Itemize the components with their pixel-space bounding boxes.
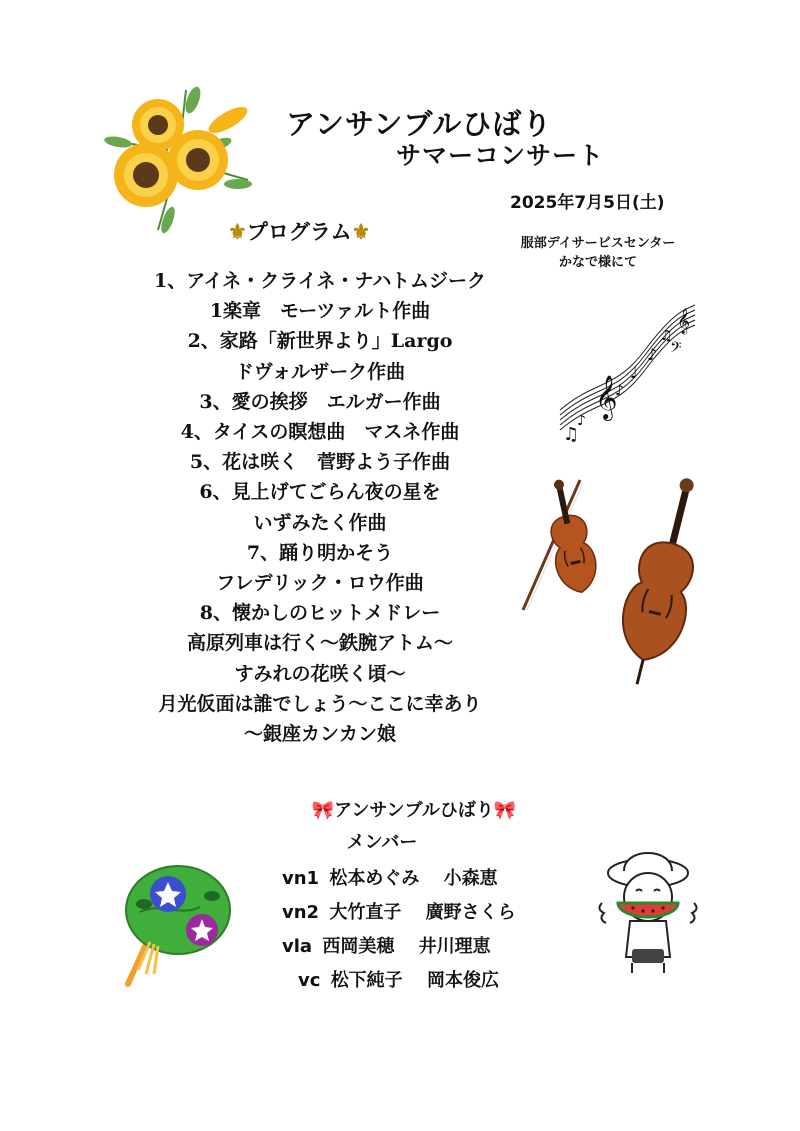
music-notes-icon — [555, 300, 700, 450]
member-name: 松本めぐみ — [329, 868, 420, 889]
program-line: 6、見上げてごらん夜の星を — [199, 481, 441, 504]
program-line: 5、花は咲く 菅野よう子作曲 — [189, 451, 451, 474]
svg-text:♪: ♪ — [615, 383, 624, 399]
member-part: vn1 — [282, 868, 320, 889]
member-part: vn2 — [282, 902, 320, 923]
concert-subtitle: サマーコンサート — [396, 141, 605, 170]
program-line: 4、タイスの瞑想曲 マスネ作曲 — [180, 421, 460, 444]
concert-date: 2025年7月5日(土) — [510, 193, 665, 213]
member-row — [282, 896, 516, 930]
program-list — [90, 266, 550, 749]
svg-text:𝄢: 𝄢 — [670, 339, 682, 360]
svg-text:♪: ♪ — [577, 413, 586, 429]
ribbon-icon: 🎀 — [493, 800, 517, 821]
program-line: フレデリック・ロウ作曲 — [216, 572, 424, 595]
program-heading — [228, 216, 370, 246]
uchiwa-fan-icon — [120, 862, 240, 992]
violin-icon — [515, 475, 610, 625]
fleur-de-lis-icon: ⚜ — [351, 219, 371, 244]
svg-text:♪: ♪ — [647, 345, 658, 364]
member-part: vc — [298, 970, 321, 991]
member-name: 岡本俊広 — [426, 970, 499, 991]
child-watermelon-icon — [588, 845, 708, 980]
program-line: 2、家路「新世界より」Largo — [187, 330, 453, 353]
program-line: 7、踊り明かそう — [246, 541, 394, 564]
program-heading-label: プログラム — [246, 219, 352, 244]
program-line: 3、愛の挨拶 エルガー作曲 — [199, 390, 441, 413]
member-row — [282, 862, 516, 896]
member-name: 松下純子 — [330, 970, 403, 991]
program-line: 〜銀座カンカン娘 — [243, 723, 396, 746]
ribbon-icon: 🎀 — [311, 800, 335, 821]
member-name: 大竹直子 — [329, 902, 402, 923]
program-line: すみれの花咲く頃〜 — [234, 662, 406, 685]
members-heading — [276, 796, 552, 822]
svg-text:♫: ♫ — [563, 424, 580, 445]
program-line: いずみたく作曲 — [253, 511, 387, 534]
member-part: vla — [282, 936, 313, 957]
sunflower-icon — [98, 80, 258, 238]
svg-text:♫: ♫ — [660, 328, 673, 344]
program-line: 高原列車は行く〜鉄腕アトム〜 — [186, 632, 453, 655]
program-line: 1楽章 モーツァルト作曲 — [209, 300, 431, 323]
svg-text:𝄞: 𝄞 — [595, 375, 618, 419]
program-line: 月光仮面は誰でしょう〜ここに幸あり — [158, 692, 482, 715]
program-line: 1、アイネ・クライネ・ナハトムジーク — [153, 270, 487, 292]
svg-text:♩: ♩ — [630, 363, 638, 382]
svg-text:𝄞: 𝄞 — [677, 309, 691, 334]
program-line: ドヴォルザーク作曲 — [234, 360, 406, 383]
member-row — [282, 930, 516, 964]
members-subheading: メンバー — [346, 832, 418, 853]
member-name: 西岡美穂 — [322, 936, 395, 957]
fleur-de-lis-icon: ⚜ — [228, 219, 247, 244]
member-name: 小森恵 — [443, 868, 498, 889]
members-heading-label: アンサンブルひばり — [334, 800, 494, 821]
cello-icon — [600, 472, 710, 697]
concert-title: アンサンブルひばり — [286, 107, 553, 141]
venue-line-1: 服部デイサービスセンター — [520, 236, 676, 251]
member-name: 廣野さくら — [425, 902, 516, 923]
venue-line-2: かなで様にて — [558, 255, 637, 270]
members-list — [282, 862, 516, 998]
program-line: 8、懐かしのヒットメドレー — [199, 602, 441, 625]
member-name: 井川理恵 — [418, 936, 491, 957]
member-row — [282, 964, 516, 998]
